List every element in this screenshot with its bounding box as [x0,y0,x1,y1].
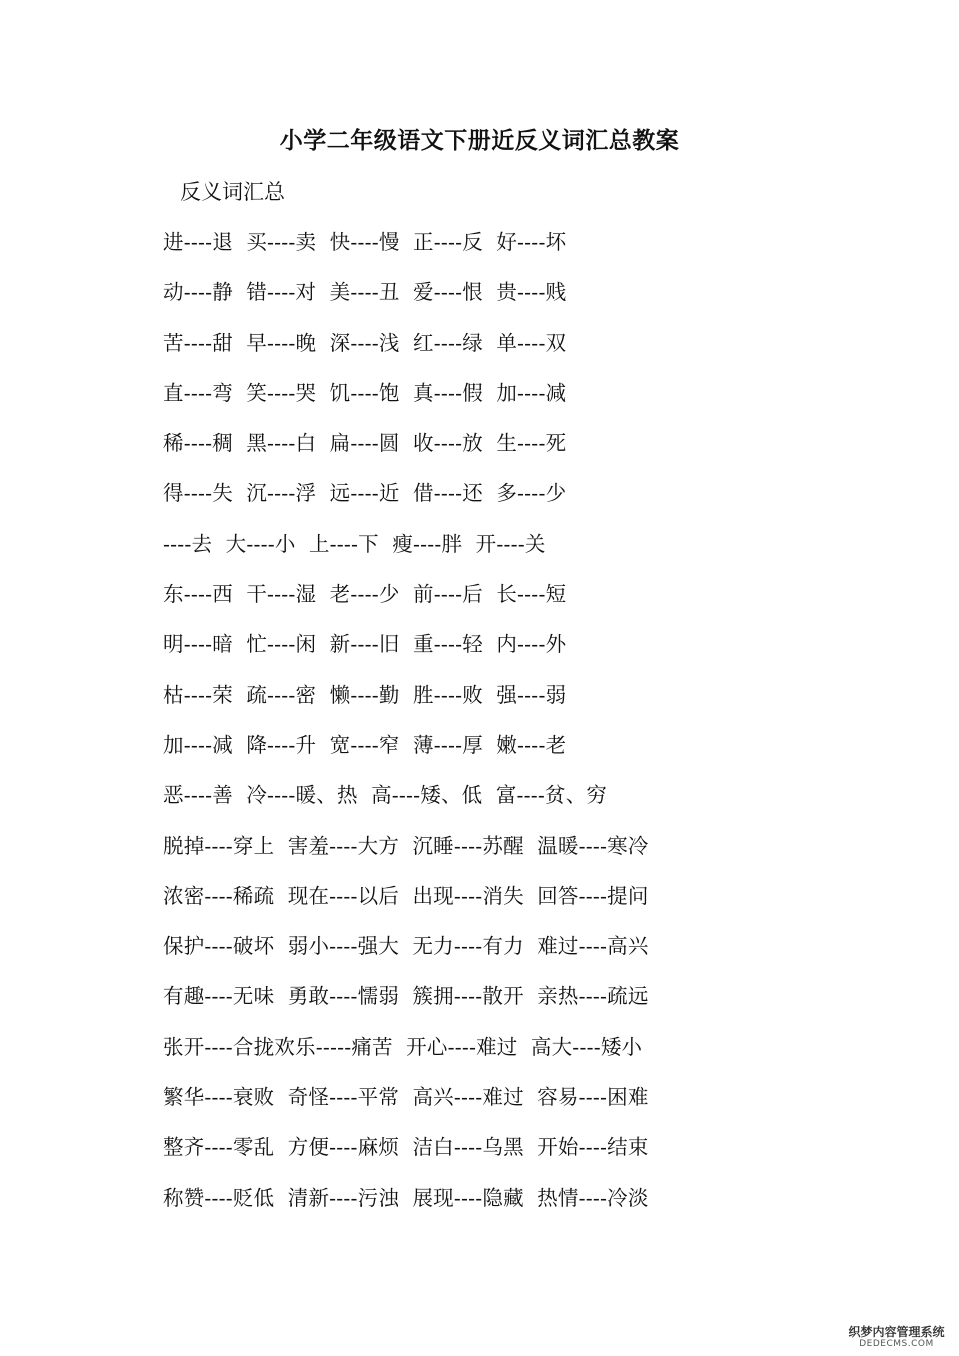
antonym-line: 苦----甜 早----晚 深----浅 红----绿 单----双 [163,330,567,355]
antonym-line: 东----西 干----湿 老----少 前----后 长----短 [163,582,567,607]
antonym-line: 恶----善 冷----暖、热 高----矮、低 富----贫、穷 [163,783,608,808]
antonym-line: 繁华----衰败 奇怪----平常 高兴----难过 容易----困难 [163,1085,649,1110]
antonym-line: 明----暗 忙----闲 新----旧 重----轻 内----外 [163,632,567,657]
antonym-line: 稀----稠 黑----白 扁----圆 收----放 生----死 [163,431,567,456]
watermark-main-text: 织梦内容管理系统 [848,1325,945,1339]
antonym-line: 进----退 买----卖 快----慢 正----反 好----坏 [163,230,567,254]
antonym-line: 动----静 错----对 美----丑 爱----恨 贵----贱 [163,280,567,305]
antonym-line: 脱掉----穿上 害羞----大方 沉睡----苏醒 温暖----寒冷 [163,833,649,858]
watermark [844,1325,949,1350]
antonym-line: 称赞----贬低 清新----污浊 展现----隐藏 热情----冷淡 [163,1185,649,1210]
document-title: 小学二年级语文下册近反义词汇总教案 [279,127,680,154]
antonym-line: 直----弯 笑----哭 饥----饱 真----假 加----减 [163,380,567,405]
antonym-line: 得----失 沉----浮 远----近 借----还 多----少 [163,481,567,506]
antonym-line: 浓密----稀疏 现在----以后 出现----消失 回答----提问 [163,883,649,908]
antonym-list [163,225,883,1231]
antonym-line: 有趣----无味 勇敢----懦弱 簇拥----散开 亲热----疏远 [163,984,649,1009]
section-heading: 反义词汇总 [180,180,285,204]
antonym-line: 加----减 降----升 宽----窄 薄----厚 嫩----老 [163,732,567,757]
antonym-line: ----去 大----小 上----下 瘦----胖 开----关 [163,531,546,556]
antonym-line: 张开----合拢欢乐-----痛苦 开心----难过 高大----矮小 [163,1034,643,1059]
antonym-line: 枯----荣 疏----密 懒----勤 胜----败 强----弱 [163,682,567,707]
watermark-sub-text: DEDECMS.COM [859,1339,934,1349]
antonym-line: 整齐----零乱 方便----麻烦 洁白----乌黑 开始----结束 [163,1135,649,1160]
antonym-line: 保护----破坏 弱小----强大 无力----有力 难过----高兴 [163,934,649,959]
